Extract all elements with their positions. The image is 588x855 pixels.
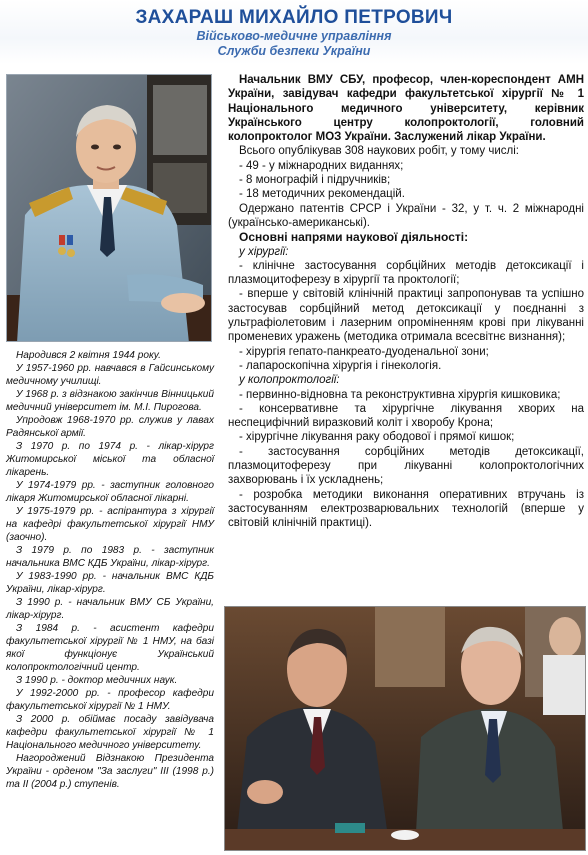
bio-entry: У 1957-1960 рр. навчався в Гайсинському медичному училищі. [6, 363, 214, 387]
position-summary: Начальник ВМУ СБУ, професор, член-кореспондент АМН України, завідувач кафедри факультетської хірургії № 1 Національного медичного університету, керівник Українського центру колопроктології, головний колопроктолог МОЗ України. Заслужений лікар України. [228, 74, 584, 144]
publication-item: - 18 методичних рекомендацій. [239, 188, 405, 201]
department-subtitle: Військово-медичне управління [196, 29, 392, 43]
bio-entry: Упродовж 1968-1970 рр. служив у лавах Радянської армії. [6, 415, 214, 439]
main-text-column [228, 73, 584, 531]
portrait-photo [6, 74, 212, 342]
bio-entry: У 1992-2000 рр. - професор кафедри факультетської хірургії № 1 НМУ. [6, 688, 214, 712]
patents-text: Одержано патентів СРСР і України - 32, у т. ч. 2 міжнародні (українсько-американські). [228, 202, 584, 229]
publication-item: - 8 монографій і підручників; [239, 174, 391, 187]
surgery-item: - лапароскопічна хірургія і гінекологія. [239, 359, 442, 372]
surgery-item: - клінічне застосування сорбційних методів детоксикації і плазмоцитоферезу в хірургії та проктології; [228, 259, 584, 287]
coloproctology-item: - застосування сорбційних методів детоксикації, плазмоцитоферезу при лікуванні колопроктологічних захворювань і їх ускладнень; [228, 445, 584, 487]
bio-entry: Нагороджений Відзнакою Президента України - орденом "За заслуги" III (1998 р.) та II (2004 р.) ступенів. [6, 753, 214, 790]
person-name: ЗАХАРАШ МИХАЙЛО ПЕТРОВИЧ [135, 7, 453, 28]
coloproctology-label: у колопроктології: [239, 374, 340, 387]
coloproctology-item: - консервативне та хірургічне лікування хворих на неспецифічний виразковий коліт і хворобу Крона; [228, 402, 584, 430]
publications-intro: Всього опублікував 308 наукових робіт, у тому числі: [239, 145, 519, 158]
bio-entry: З 1984 р. - асистент кафедри факультетської хірургії № 1 НМУ, на базі якої функціонує Український колопроктологічний центр. [6, 623, 214, 673]
bio-entry: З 1979 р. по 1983 р. - заступник начальника ВМС КДБ України, лікар-хірург. [6, 545, 214, 569]
bio-entry: У 1968 р. з відзнакою закінчив Вінницький медичний університет ім. М.І. Пирогова. [6, 389, 214, 413]
bio-entry: У 1983-1990 рр. - начальник ВМС КДБ України, лікар-хірург. [6, 571, 214, 595]
surgery-item: - хірургія гепато-панкреато-дуоденальної зони; [239, 345, 489, 358]
biography-column [6, 349, 214, 791]
coloproctology-item: - первинно-відновна та реконструктивна хірургія кишковика; [239, 388, 561, 401]
bio-entry: У 1974-1979 рр. - заступник головного лікаря Житомирської обласної лікарні. [6, 480, 214, 504]
surgery-label: у хірургії: [239, 245, 289, 258]
service-subtitle: Служби безпеки України [217, 44, 371, 58]
coloproctology-item: - хірургічне лікування раку ободової і прямої кишок; [239, 431, 515, 444]
page-header [0, 0, 588, 64]
bio-entry: З 2000 р. обіймає посаду завідувача кафедри факультетської хірургії № 1 Національного медичного університету. [6, 714, 214, 751]
coloproctology-item: - розробка методики виконання оперативних втручань із застосуванням електрозварювальних технологій (вперше у світовій клінічній практиці). [228, 488, 584, 530]
surgery-item: - вперше у світовій клінічній практиці запропонував та успішно застосував сорбційний метод детоксикації у поєднанні з ультрафіолетовим і лазерним опроміненням крові при лікуванні променевих уражень (методика отримала всесвітнє визнання); [228, 288, 584, 344]
bio-entry: З 1970 р. по 1974 р. - лікар-хірург Житомирської міської та обласної лікарень. [6, 441, 214, 478]
bio-entry: З 1990 р. - доктор медичних наук. [16, 675, 178, 686]
meeting-photo [224, 606, 586, 851]
bio-entry: З 1990 р. - начальник ВМУ СБ України, лікар-хірург. [6, 597, 214, 621]
bio-entry: Народився 2 квітня 1944 року. [16, 350, 161, 361]
research-heading: Основні напрями наукової діяльності: [239, 230, 469, 245]
publication-item: - 49 - у міжнародних виданнях; [239, 159, 404, 172]
bio-entry: У 1975-1979 рр. - аспірантура з хірургії на кафедрі факультетської хірургії НМУ (заочно). [6, 506, 214, 543]
